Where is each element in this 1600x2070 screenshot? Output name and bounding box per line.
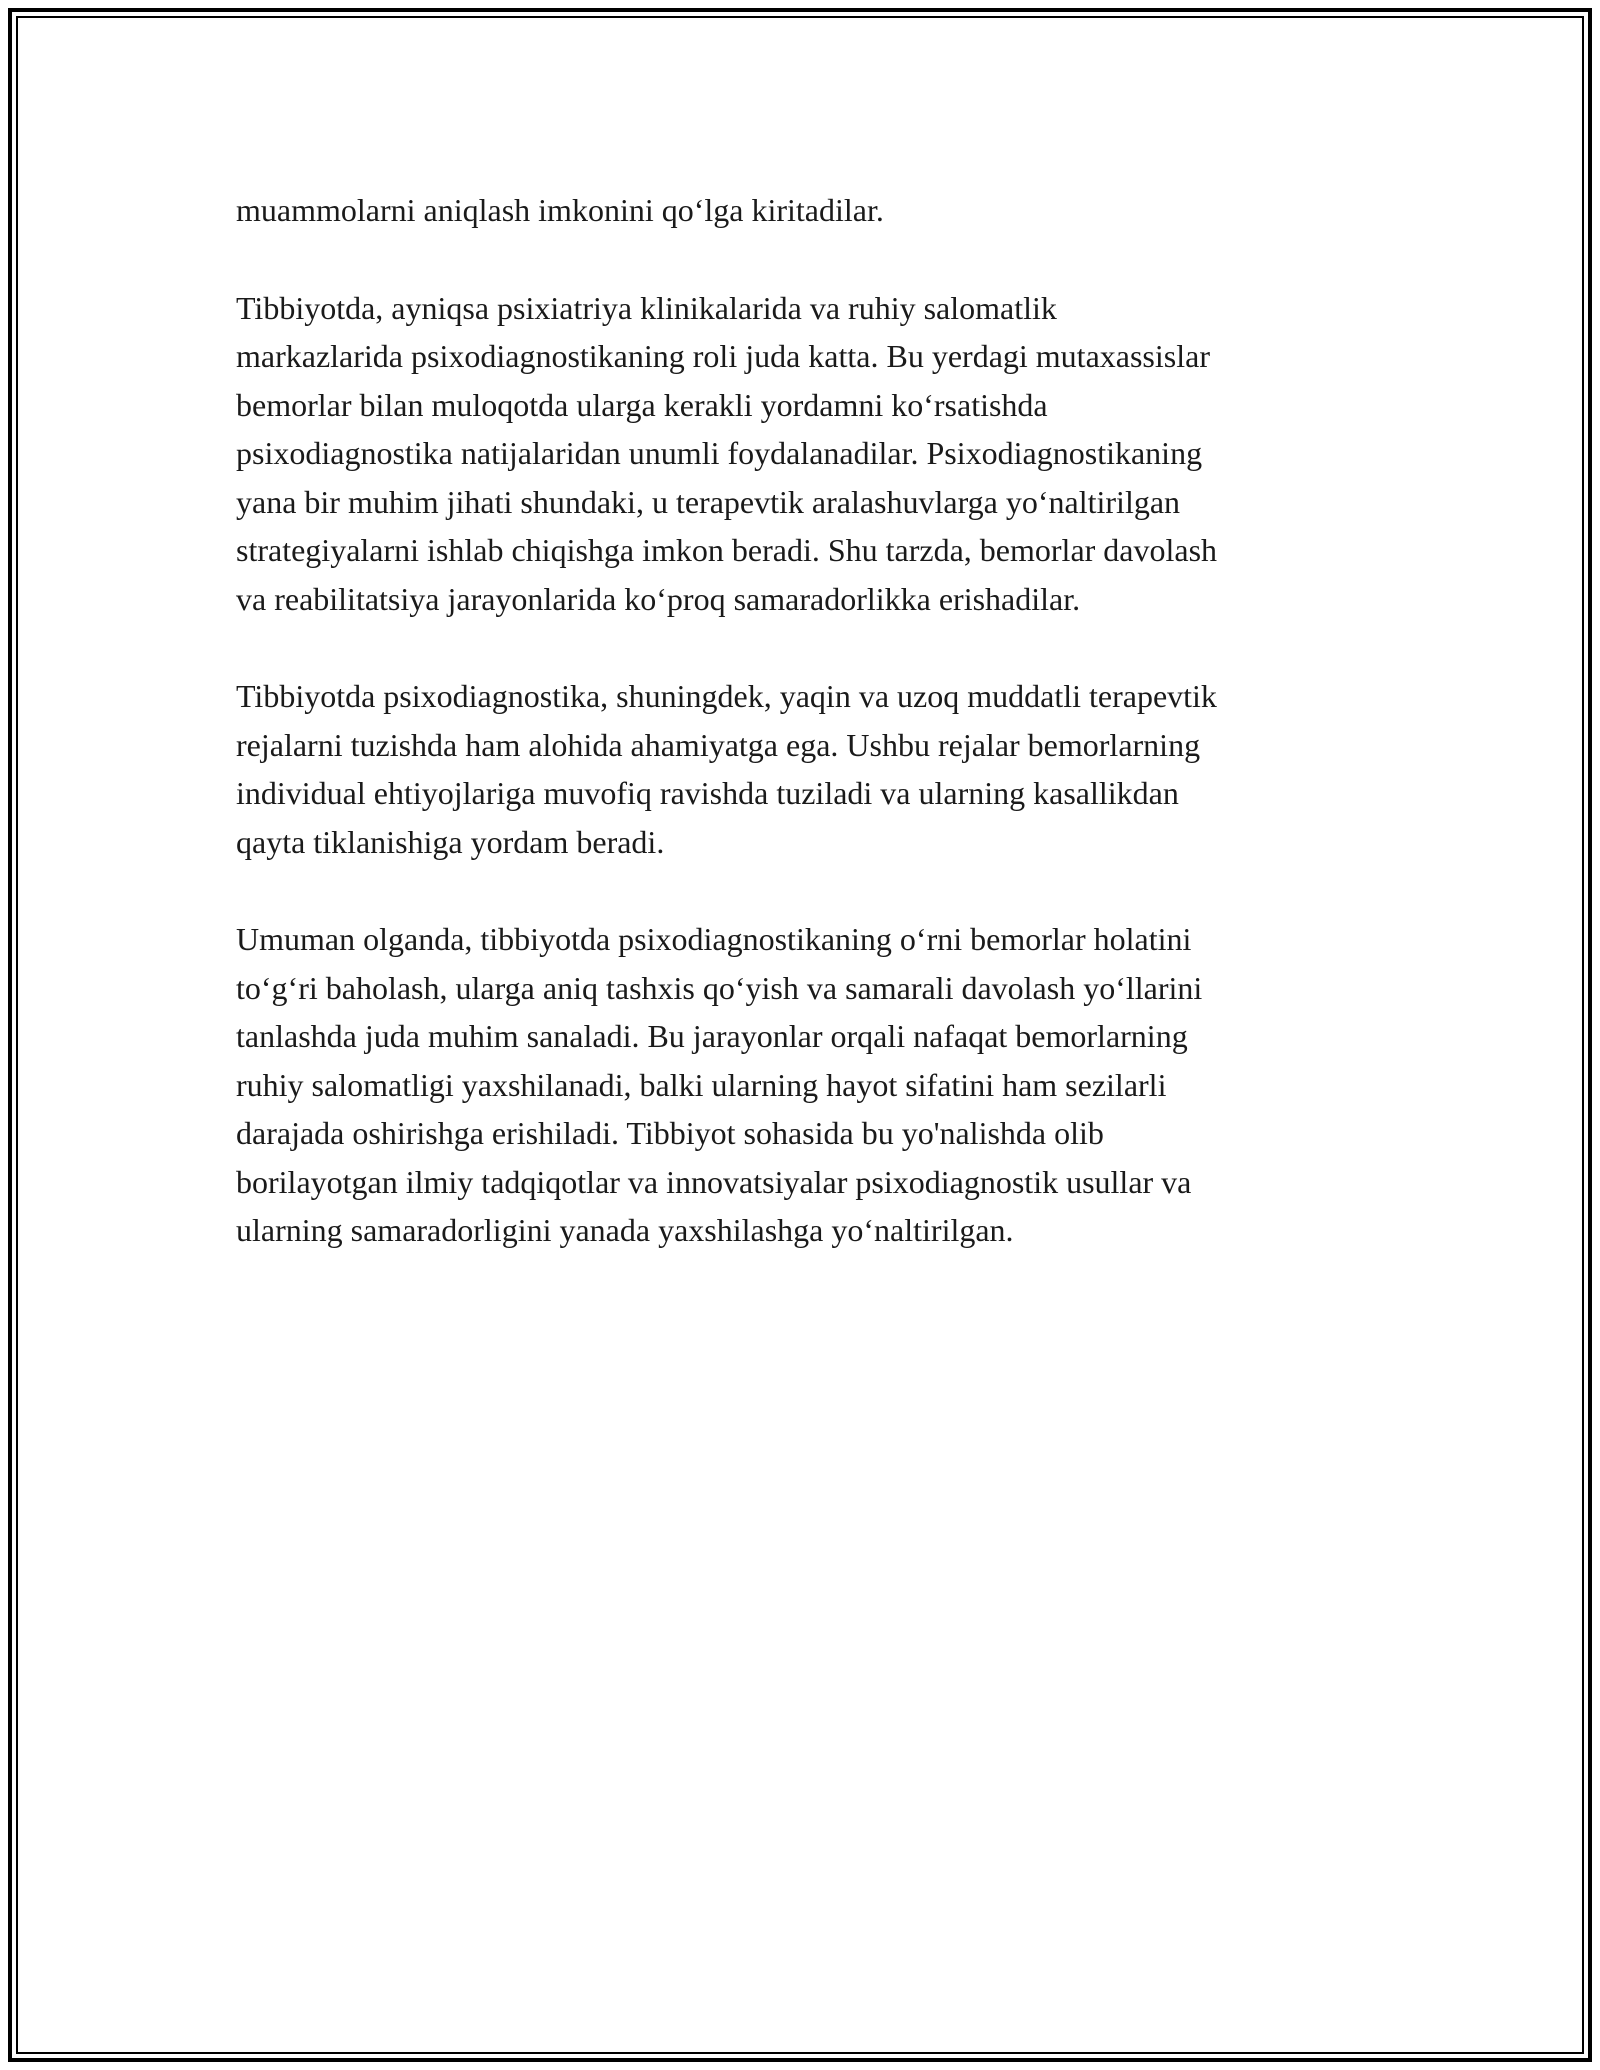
text-line: markazlarida psixodiagnostikaning roli juda katta. Bu yerdagi mutaxassislar bbox=[236, 338, 1210, 374]
text-line: borilayotgan ilmiy tadqiqotlar va innovatsiyalar psixodiagnostik usullar va bbox=[236, 1163, 1192, 1200]
text-line: bemorlar bilan muloqotda ularga kerakli yordamni ko‘rsatishda bbox=[236, 386, 1048, 423]
paragraph-1 bbox=[236, 186, 1376, 235]
text-line: muammolarni aniqlash imkonini qo‘lga kiritadilar. bbox=[236, 192, 884, 228]
text-line: rejalarni tuzishda ham alohida ahamiyatga ega. Ushbu rejalar bemorlarning bbox=[236, 726, 1201, 763]
text-line: psixodiagnostika natijalaridan unumli foydalanadilar. Psixodiagnostikaning bbox=[236, 435, 1203, 471]
text-line: Umuman olganda, tibbiyotda psixodiagnostikaning o‘rni bemorlar holatini bbox=[236, 921, 1192, 957]
paragraph-3 bbox=[236, 672, 1376, 866]
text-line: darajada oshirishga erishiladi. Tibbiyot sohasida bu yo'nalishda olib bbox=[236, 1115, 1104, 1151]
text-line: yana bir muhim jihati shundaki, u terapevtik aralashuvlarga yo‘naltirilgan bbox=[236, 483, 1181, 520]
paragraph-2 bbox=[236, 284, 1376, 624]
paragraph-4 bbox=[236, 915, 1376, 1255]
text-line: Tibbiyotda, ayniqsa psixiatriya klinikalarida va ruhiy salomatlik bbox=[236, 289, 1057, 326]
text-line: Tibbiyotda psixodiagnostika, shuningdek, yaqin va uzoq muddatli terapevtik bbox=[236, 678, 1217, 714]
text-line: ularning samaradorligini yanada yaxshilashga yo‘naltirilgan. bbox=[236, 1212, 1014, 1248]
text-line: individual ehtiyojlariga muvofiq ravishda tuziladi va ularning kasallikdan bbox=[236, 775, 1179, 811]
text-line: to‘g‘ri baholash, ularga aniq tashxis qo‘yish va samarali davolash yo‘llarini bbox=[236, 969, 1203, 1006]
text-line: strategiyalarni ishlab chiqishga imkon beradi. Shu tarzda, bemorlar davolash bbox=[236, 532, 1218, 568]
text-line: ruhiy salomatligi yaxshilanadi, balki ularning hayot sifatini ham sezilarli bbox=[236, 1066, 1167, 1103]
text-line: qayta tiklanishiga yordam beradi. bbox=[236, 823, 665, 860]
text-line: va reabilitatsiya jarayonlarida ko‘proq samaradorlikka erishadilar. bbox=[236, 580, 1081, 617]
text-line: tanlashda juda muhim sanaladi. Bu jarayonlar orqali nafaqat bemorlarning bbox=[236, 1018, 1188, 1054]
document-body bbox=[236, 186, 1376, 1304]
